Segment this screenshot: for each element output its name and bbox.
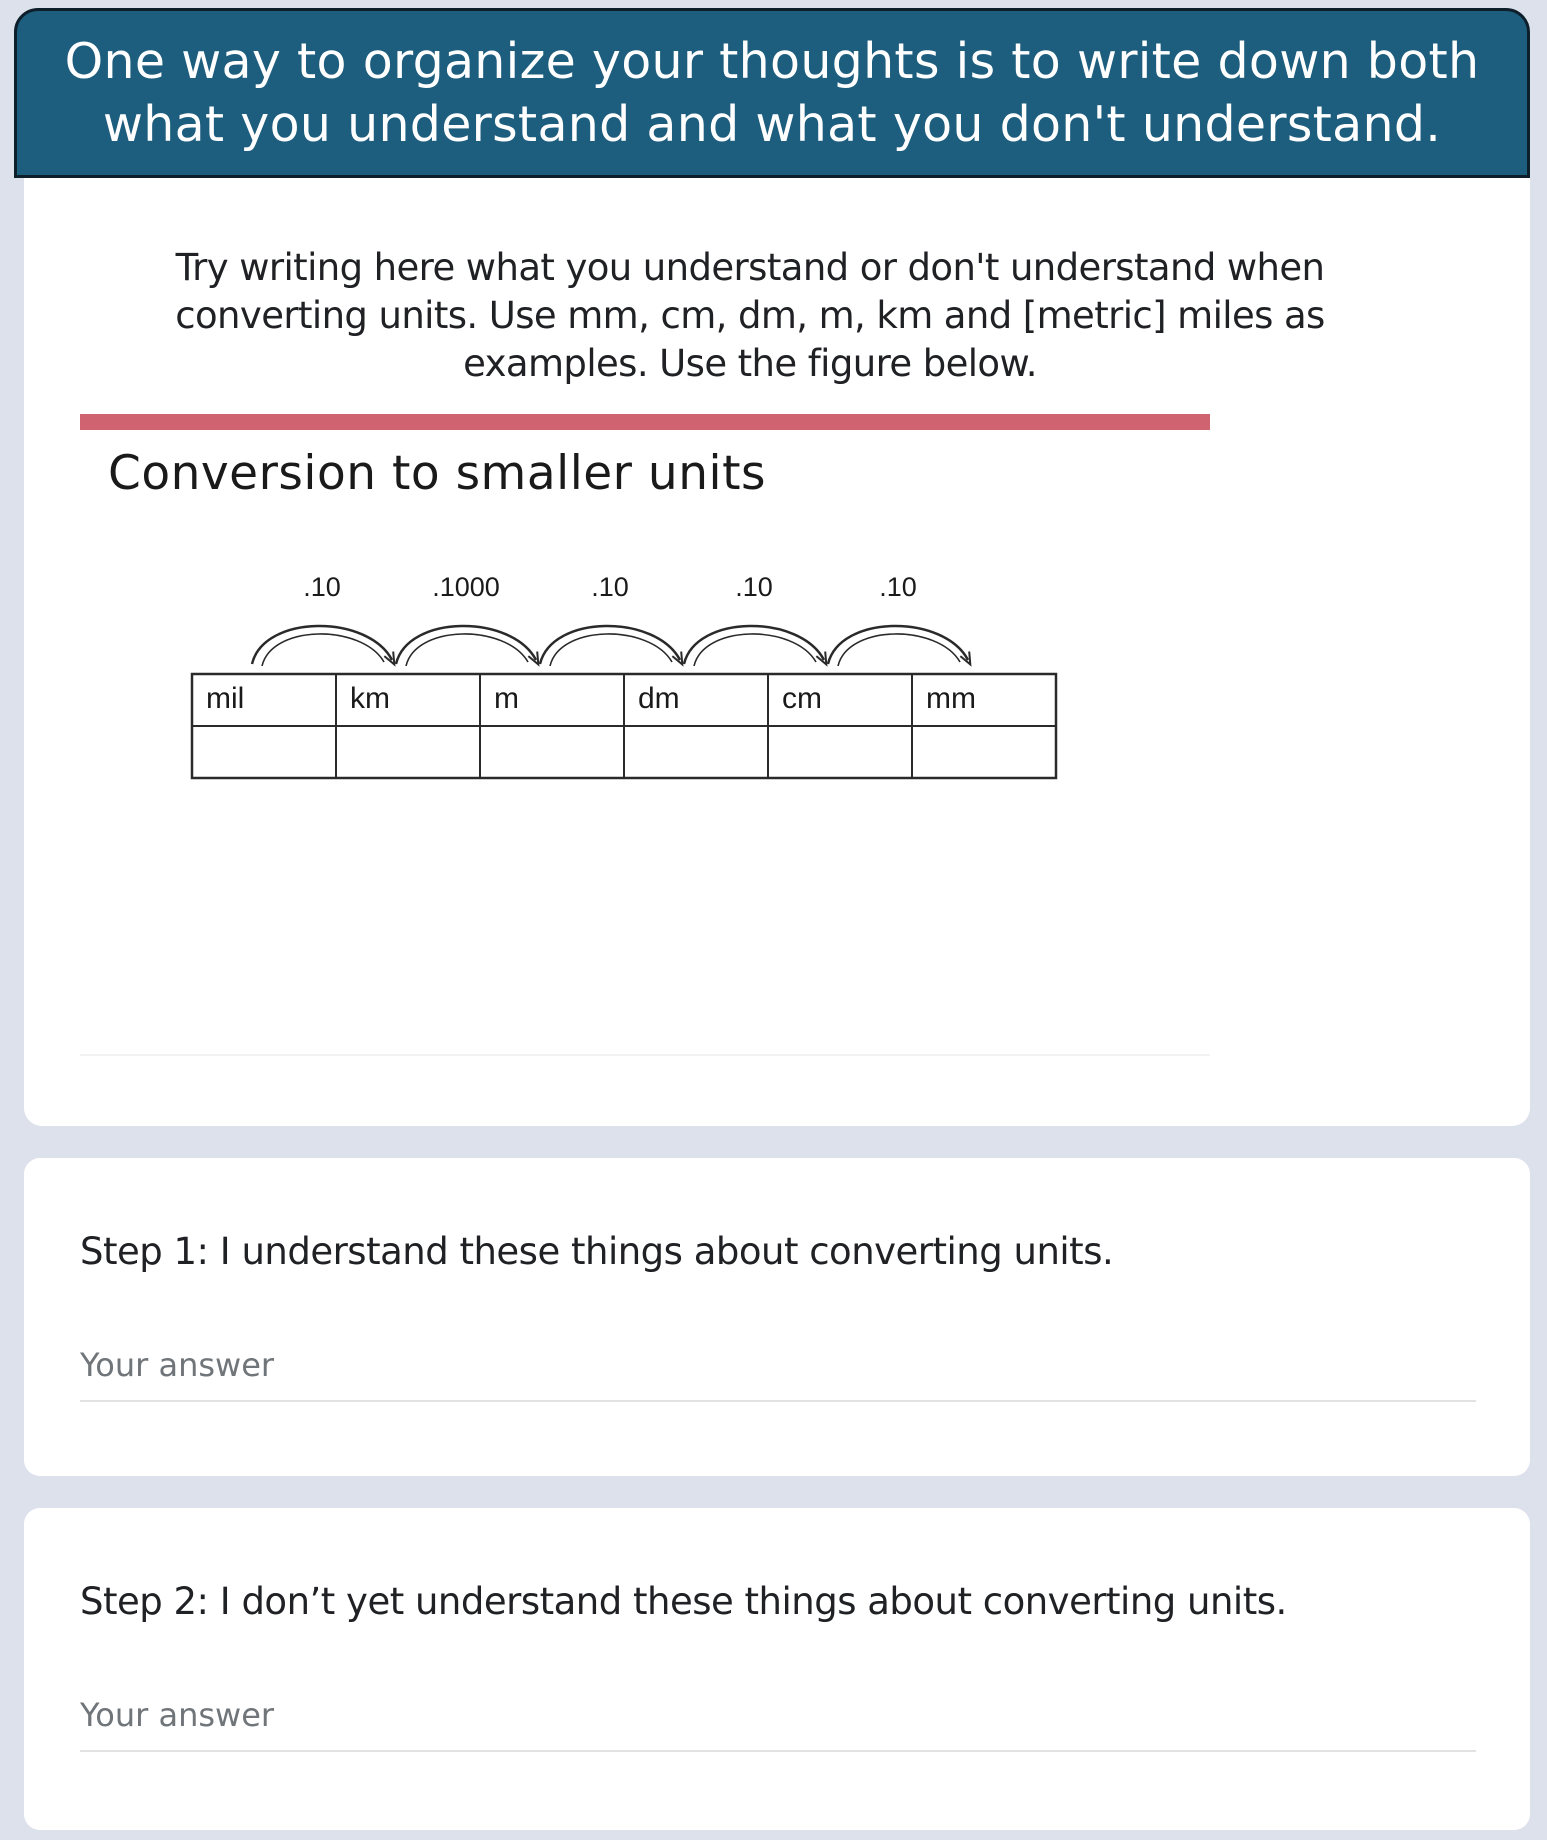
- empty-cell-mil: [194, 728, 334, 776]
- answer-input-step-2[interactable]: [80, 1680, 1476, 1752]
- intro-card: [24, 178, 1530, 1126]
- conversion-factor-label: .10: [303, 572, 341, 602]
- unit-label-mm: mm: [926, 682, 976, 715]
- empty-cell-m: [482, 728, 622, 776]
- answer-input-step-1[interactable]: [80, 1330, 1476, 1402]
- question-title-step-2: Step 2: I don’t yet understand these things about converting units.: [80, 1580, 1287, 1623]
- conversion-arrow-inner-stroke: [694, 634, 816, 666]
- unit-label-km: km: [350, 682, 390, 715]
- unit-label-cm: cm: [782, 682, 822, 715]
- empty-cell-cm: [770, 728, 910, 776]
- conversion-arrow: [396, 626, 536, 664]
- conversion-figure: [80, 414, 1210, 1056]
- question-card-step-1: [24, 1158, 1530, 1476]
- conversion-diagram: [80, 564, 1080, 884]
- conversion-factor-label: .10: [591, 572, 629, 602]
- conversion-arrow-inner-stroke: [550, 634, 672, 666]
- form-header-banner: [14, 8, 1530, 178]
- conversion-arrow-inner-stroke: [262, 634, 384, 666]
- empty-cell-dm: [626, 728, 766, 776]
- conversion-arrow: [252, 626, 392, 664]
- conversion-arrow: [828, 626, 968, 664]
- figure-title: Conversion to smaller units: [108, 446, 766, 501]
- conversion-arrow: [684, 626, 824, 664]
- conversion-arrow-inner-stroke: [406, 634, 528, 666]
- question-title-step-1: Step 1: I understand these things about converting units.: [80, 1230, 1114, 1273]
- empty-cell-km: [338, 728, 478, 776]
- unit-label-mil: mil: [206, 682, 245, 715]
- conversion-factor-label: .10: [879, 572, 917, 602]
- question-card-step-2: [24, 1508, 1530, 1830]
- unit-label-m: m: [494, 682, 519, 715]
- form-title: One way to organize your thoughts is to write down both what you understand and what you don't understand.: [64, 33, 1480, 153]
- conversion-factor-label: .10: [735, 572, 773, 602]
- conversion-arrow: [540, 626, 680, 664]
- empty-cell-mm: [914, 728, 1054, 776]
- unit-label-dm: dm: [638, 682, 680, 715]
- conversion-factor-label: .1000: [432, 572, 500, 602]
- conversion-arrow-inner-stroke: [838, 634, 960, 666]
- intro-description: Try writing here what you understand or don't understand when converting units. Use mm, cm, dm, m, km and [metric] miles as examples. Use the figure below.: [175, 246, 1325, 385]
- figure-accent-bar: [80, 414, 1210, 430]
